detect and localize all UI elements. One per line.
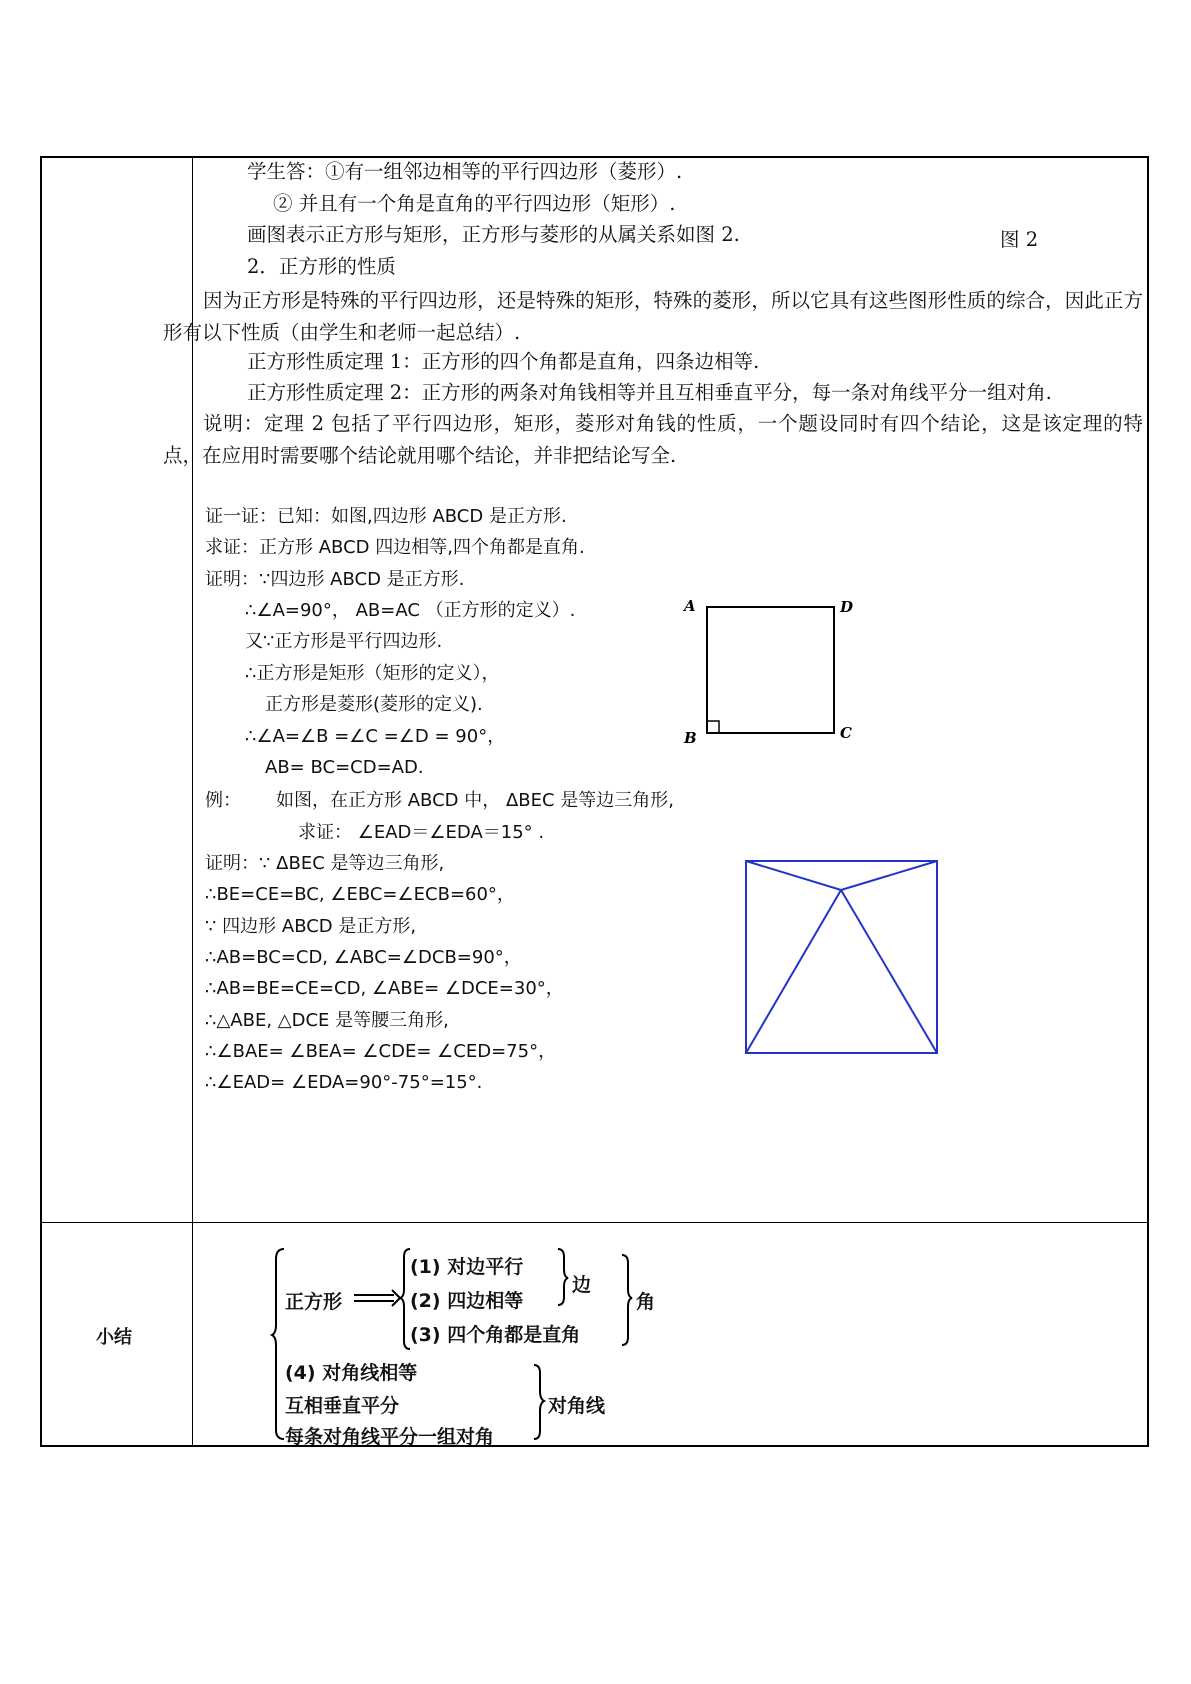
summary-row-label: 小结 [96, 1327, 132, 1348]
summary-label-sides: 边 [572, 1274, 592, 1296]
arrow-head [392, 1290, 400, 1306]
student-answer-2: ② 并且有一个角是直角的平行四边形（矩形）. [273, 192, 676, 215]
example-label: 例： [205, 790, 241, 811]
square-outline [707, 607, 834, 733]
segment-be [746, 890, 841, 1053]
angles-brace [622, 1255, 632, 1345]
summary-item-diagonals-2: 互相垂直平分 [285, 1395, 400, 1417]
vertex-c-label: C [840, 724, 852, 742]
diagonals-brace [534, 1365, 544, 1439]
intro-paragraph: 因为正方形是特殊的平行四边形，还是特殊的矩形，特殊的菱形，所以它具有这些图形性质的综合，因此正方形有以下性质（由学生和老师一起总结）. [163, 289, 1143, 344]
sides-brace [558, 1249, 568, 1305]
square-abcd-figure [680, 595, 860, 745]
student-answer-1: 学生答：①有一组邻边相等的平行四边形（菱形）. [247, 160, 683, 183]
theorem-1: 正方形性质定理 1：正方形的四个角都是直角，四条边相等. [247, 350, 760, 373]
summary-label-angles: 角 [636, 1291, 656, 1313]
segment-ce [841, 890, 937, 1053]
example-proof-line: ∴BE=CE=BC, ∠EBC=∠ECB=60°， [205, 884, 515, 905]
proof1-given: 证一证：已知：如图,四边形 ABCD 是正方形. [205, 506, 567, 527]
left-brace-top [272, 1249, 284, 1357]
proof1-prove: 求证：正方形 ABCD 四边相等,四个角都是直角. [205, 537, 585, 558]
proof1-line: ∴∠A=∠B =∠C =∠D = 90°， [245, 726, 506, 747]
example-statement: 如图，在正方形 ABCD 中， ΔBEC 是等边三角形, [276, 790, 674, 811]
proof1-line: ∴正方形是矩形（矩形的定义）， [245, 663, 500, 684]
summary-item-sides-1: (1) 对边平行 [410, 1256, 524, 1278]
summary-item-diagonals-3: 每条对角线平分一组对角 [285, 1426, 495, 1448]
items-brace [400, 1249, 410, 1349]
example-proof-line: ∴AB=BC=CD, ∠ABC=∠DCB=90°， [205, 947, 522, 968]
proof1-line: 又∵正方形是平行四边形. [245, 631, 443, 652]
row-divider [42, 1222, 1147, 1223]
vertex-b-label: B [684, 729, 697, 747]
segment-ae [746, 861, 841, 890]
section-heading: 2．正方形的性质 [247, 255, 396, 278]
summary-label-diagonals: 对角线 [548, 1395, 606, 1417]
left-brace-bottom [276, 1357, 284, 1439]
proof1-line: 正方形是菱形(菱形的定义). [265, 694, 483, 715]
proof1-line: ∴∠A=90°， AB=AC （正方形的定义）. [245, 600, 576, 621]
example-proof-line: ∴∠BAE= ∠BEA= ∠CDE= ∠CED=75°， [205, 1041, 557, 1062]
column-divider [192, 158, 193, 1445]
example-proof-line: 证明：∵ ΔBEC 是等边三角形, [205, 853, 445, 874]
example-proof-line: ∴AB=BE=CE=CD, ∠ABE= ∠DCE=30°， [205, 978, 564, 999]
note-paragraph: 说明：定理 2 包括了平行四边形，矩形，菱形对角钱的性质，一个题设同时有四个结论，这是该定理的特点，在应用时需要哪个结论就用哪个结论，并非把结论写全. [163, 412, 1143, 467]
vertex-d-label: D [840, 598, 854, 616]
example-proof-line: ∵ 四边形 ABCD 是正方形, [205, 916, 417, 937]
summary-item-angles: (3) 四个角都是直角 [410, 1324, 581, 1346]
summary-subject: 正方形 [285, 1291, 343, 1313]
draw-relation-text: 画图表示正方形与矩形，正方形与菱形的从属关系如图 2. [247, 223, 740, 246]
summary-item-diagonals-1: (4) 对角线相等 [285, 1362, 418, 1384]
proof1-line: 证明：∵四边形 ABCD 是正方形. [205, 569, 465, 590]
example-proof-line: ∴△ABE, △DCE 是等腰三角形, [205, 1010, 449, 1031]
example-proof-line: ∴∠EAD= ∠EDA=90°-75°=15°. [205, 1072, 483, 1093]
proof1-line: AB= BC=CD=AD. [265, 757, 424, 778]
theorem-2: 正方形性质定理 2：正方形的两条对角钱相等并且互相垂直平分，每一条对角线平分一组对角. [247, 381, 1052, 404]
segment-de [841, 861, 937, 890]
summary-item-sides-2: (2) 四边相等 [410, 1290, 524, 1312]
right-angle-mark [707, 721, 719, 733]
example-to-prove: 求证： ∠EAD＝∠EDA＝15° . [298, 822, 545, 843]
triangle-square-figure [740, 855, 940, 1060]
vertex-a-label: A [684, 597, 696, 615]
figure-2-label: 图 2 [1000, 228, 1039, 251]
